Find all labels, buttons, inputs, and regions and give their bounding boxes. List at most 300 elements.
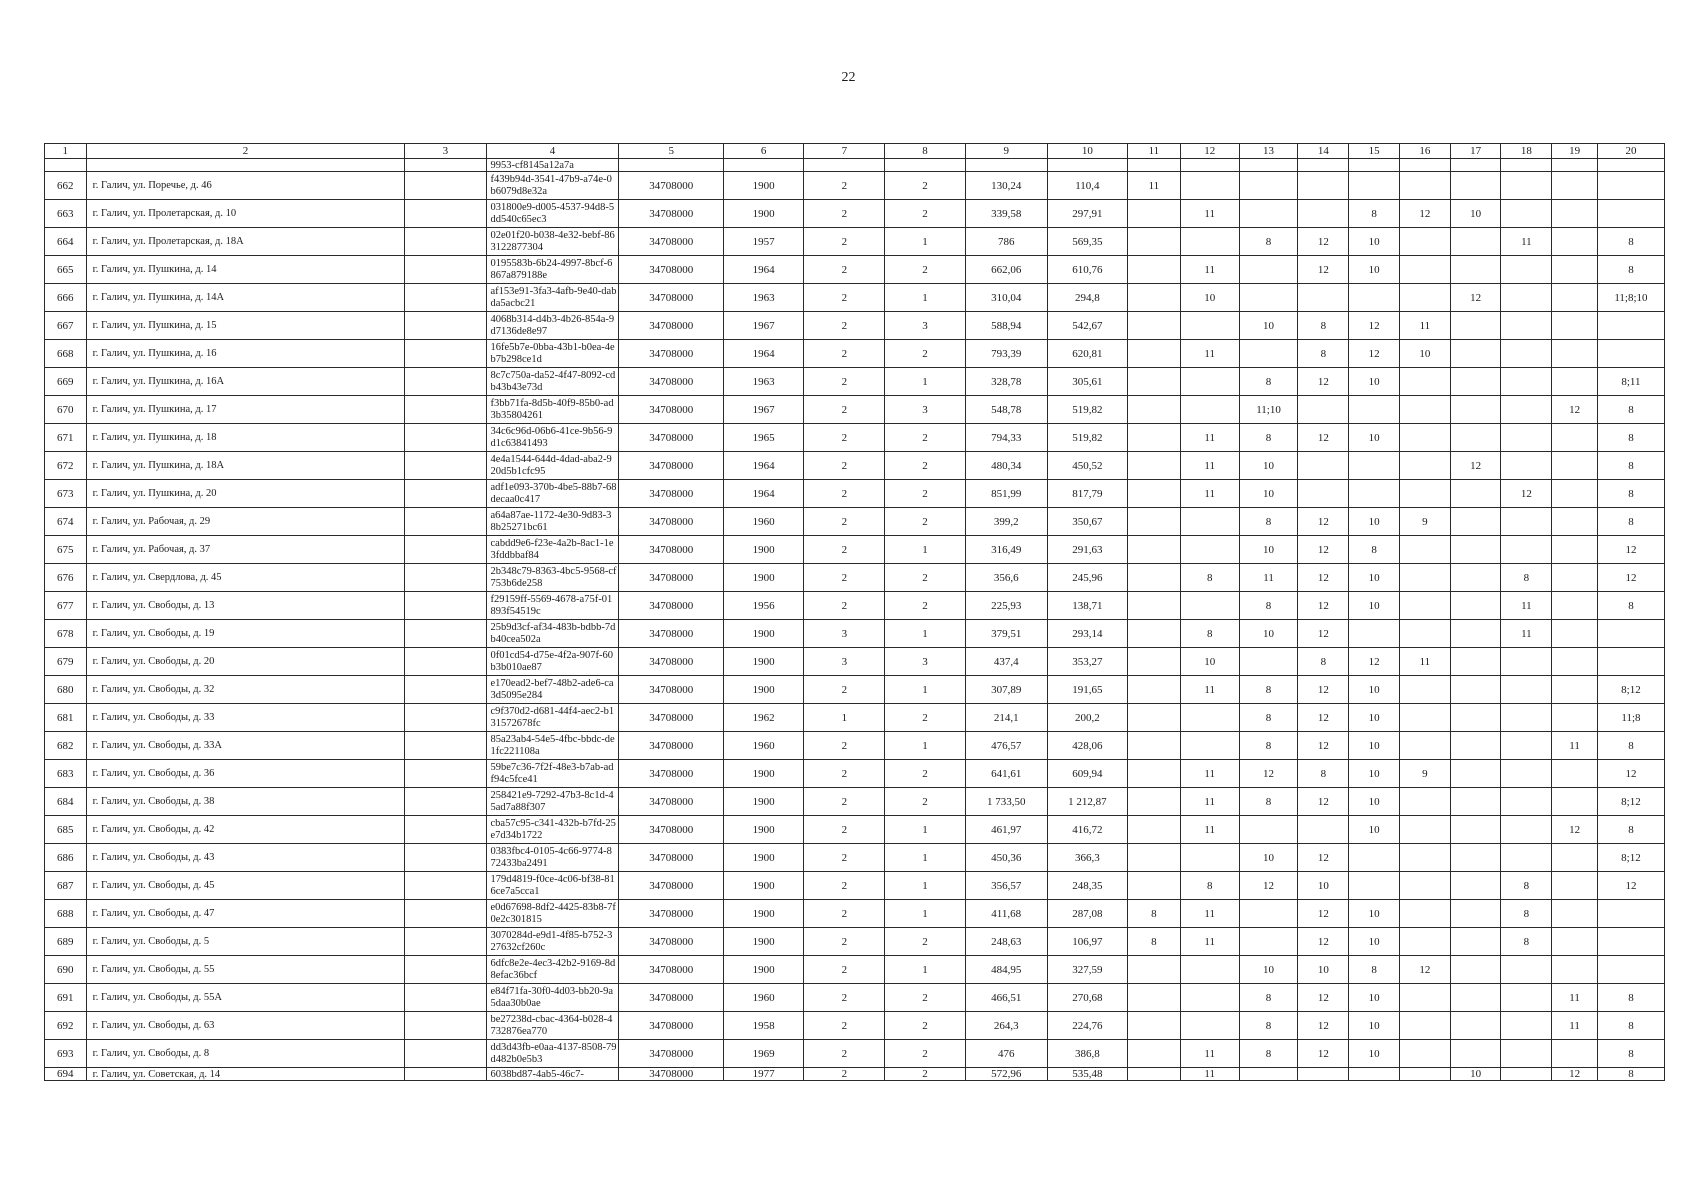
oktmo-cell: 34708000 — [619, 872, 724, 900]
col14-cell — [1298, 816, 1349, 844]
entrances-cell: 2 — [885, 452, 965, 480]
col19-cell: 12 — [1552, 396, 1598, 424]
row-number-cell: 665 — [45, 256, 87, 284]
col14-cell: 12 — [1298, 620, 1349, 648]
year-cell: 1964 — [724, 340, 804, 368]
entrances-cell: 1 — [885, 620, 965, 648]
living-area-cell: 138,71 — [1047, 592, 1127, 620]
oktmo-cell: 34708000 — [619, 760, 724, 788]
col14-cell — [1298, 396, 1349, 424]
col11-cell — [1127, 424, 1180, 452]
col15-cell: 10 — [1349, 676, 1400, 704]
address-cell: г. Галич, ул. Свободы, д. 42 — [86, 816, 405, 844]
col16-cell — [1399, 1012, 1450, 1040]
col16-cell — [1399, 536, 1450, 564]
entrances-cell: 2 — [885, 200, 965, 228]
total-area-cell: 248,63 — [965, 928, 1047, 956]
col12-cell — [1180, 732, 1239, 760]
col16-cell: 11 — [1399, 648, 1450, 676]
col16-cell — [1399, 228, 1450, 256]
year-cell: 1957 — [724, 228, 804, 256]
col16-cell — [1399, 480, 1450, 508]
entrances-cell: 2 — [885, 480, 965, 508]
total-area-cell: 484,95 — [965, 956, 1047, 984]
col17-cell — [1450, 592, 1501, 620]
col11-cell — [1127, 284, 1180, 312]
col15-cell: 10 — [1349, 592, 1400, 620]
col11-cell — [1127, 760, 1180, 788]
guid-cell: cba57c95-c341-432b-b7fd-25e7d34b1722 — [486, 816, 619, 844]
col20-cell: 11;8;10 — [1597, 284, 1664, 312]
floors-cell: 2 — [804, 788, 885, 816]
col20-cell: 8 — [1597, 452, 1664, 480]
col18-cell — [1501, 200, 1552, 228]
living-area-cell: 817,79 — [1047, 480, 1127, 508]
col12-cell: 11 — [1180, 452, 1239, 480]
col20-cell: 12 — [1597, 872, 1664, 900]
row-number-cell: 663 — [45, 200, 87, 228]
entrances-cell: 1 — [885, 900, 965, 928]
col12-cell: 8 — [1180, 564, 1239, 592]
col12-cell: 11 — [1180, 424, 1239, 452]
year-cell: 1900 — [724, 956, 804, 984]
total-area-cell: 476 — [965, 1040, 1047, 1068]
address-cell: г. Галич, ул. Пушкина, д. 18 — [86, 424, 405, 452]
col19-cell: 11 — [1552, 1012, 1598, 1040]
row-number-cell: 683 — [45, 760, 87, 788]
col18-cell: 8 — [1501, 872, 1552, 900]
col19-cell: 12 — [1552, 816, 1598, 844]
empty-cell — [405, 159, 486, 172]
column-header-11: 11 — [1127, 144, 1180, 159]
floors-cell: 2 — [804, 1040, 885, 1068]
row-number-cell: 692 — [45, 1012, 87, 1040]
col3-cell — [405, 228, 486, 256]
row-number-cell: 680 — [45, 676, 87, 704]
empty-cell — [1597, 159, 1664, 172]
address-cell: г. Галич, ул. Свободы, д. 63 — [86, 1012, 405, 1040]
row-number-cell: 678 — [45, 620, 87, 648]
entrances-cell: 1 — [885, 284, 965, 312]
col15-cell: 12 — [1349, 340, 1400, 368]
col20-cell — [1597, 928, 1664, 956]
col17-cell — [1450, 1040, 1501, 1068]
col3-cell — [405, 956, 486, 984]
oktmo-cell: 34708000 — [619, 984, 724, 1012]
oktmo-cell: 34708000 — [619, 480, 724, 508]
total-area-cell: 328,78 — [965, 368, 1047, 396]
col16-cell — [1399, 564, 1450, 592]
col12-cell: 11 — [1180, 900, 1239, 928]
guid-cell: e170ead2-bef7-48b2-ade6-ca3d5095e284 — [486, 676, 619, 704]
entrances-cell: 2 — [885, 1012, 965, 1040]
col18-cell — [1501, 704, 1552, 732]
col18-cell — [1501, 1040, 1552, 1068]
col18-cell — [1501, 536, 1552, 564]
col11-cell — [1127, 816, 1180, 844]
row-number-cell: 681 — [45, 704, 87, 732]
address-cell: г. Галич, ул. Свободы, д. 36 — [86, 760, 405, 788]
row-number-cell: 686 — [45, 844, 87, 872]
entrances-cell: 2 — [885, 564, 965, 592]
col3-cell — [405, 1040, 486, 1068]
col14-cell: 12 — [1298, 424, 1349, 452]
col17-cell — [1450, 564, 1501, 592]
col17-cell — [1450, 732, 1501, 760]
living-area-cell: 350,67 — [1047, 508, 1127, 536]
col14-cell — [1298, 200, 1349, 228]
address-cell: г. Галич, ул. Свободы, д. 8 — [86, 1040, 405, 1068]
table-row — [45, 1068, 1665, 1081]
col16-cell — [1399, 676, 1450, 704]
oktmo-cell: 34708000 — [619, 312, 724, 340]
col19-cell — [1552, 340, 1598, 368]
floors-cell: 2 — [804, 200, 885, 228]
col13-cell: 10 — [1239, 844, 1298, 872]
table-row — [45, 816, 1665, 844]
table-row — [45, 424, 1665, 452]
table-row — [45, 172, 1665, 200]
year-cell: 1900 — [724, 620, 804, 648]
oktmo-cell: 34708000 — [619, 172, 724, 200]
col3-cell — [405, 1012, 486, 1040]
guid-cell: f3bb71fa-8d5b-40f9-85b0-ad3b35804261 — [486, 396, 619, 424]
col18-cell: 8 — [1501, 900, 1552, 928]
col14-cell: 8 — [1298, 760, 1349, 788]
table-header — [45, 144, 1665, 159]
col20-cell: 8;12 — [1597, 788, 1664, 816]
col14-cell: 12 — [1298, 928, 1349, 956]
col14-cell: 12 — [1298, 676, 1349, 704]
col17-cell — [1450, 396, 1501, 424]
col17-cell — [1450, 424, 1501, 452]
empty-cell — [1399, 159, 1450, 172]
col13-cell: 8 — [1239, 984, 1298, 1012]
year-cell: 1900 — [724, 788, 804, 816]
col16-cell — [1399, 900, 1450, 928]
total-area-cell: 461,97 — [965, 816, 1047, 844]
col19-cell — [1552, 256, 1598, 284]
total-area-cell: 450,36 — [965, 844, 1047, 872]
col20-cell: 8;12 — [1597, 844, 1664, 872]
year-cell: 1960 — [724, 732, 804, 760]
row-number-cell: 682 — [45, 732, 87, 760]
col11-cell — [1127, 536, 1180, 564]
total-area-cell: 379,51 — [965, 620, 1047, 648]
guid-cell: 34c6c96d-06b6-41ce-9b56-9d1c63841493 — [486, 424, 619, 452]
col19-cell — [1552, 704, 1598, 732]
col15-cell: 12 — [1349, 648, 1400, 676]
floors-cell: 2 — [804, 1068, 885, 1081]
col13-cell: 12 — [1239, 760, 1298, 788]
col14-cell — [1298, 452, 1349, 480]
col14-cell: 12 — [1298, 564, 1349, 592]
living-area-cell: 293,14 — [1047, 620, 1127, 648]
col15-cell: 10 — [1349, 760, 1400, 788]
col18-cell — [1501, 396, 1552, 424]
guid-cell: 4e4a1544-644d-4dad-aba2-920d5b1cfc95 — [486, 452, 619, 480]
col15-cell: 10 — [1349, 564, 1400, 592]
oktmo-cell: 34708000 — [619, 676, 724, 704]
oktmo-cell: 34708000 — [619, 256, 724, 284]
col15-cell — [1349, 844, 1400, 872]
entrances-cell: 2 — [885, 760, 965, 788]
floors-cell: 2 — [804, 424, 885, 452]
address-cell: г. Галич, ул. Свободы, д. 33А — [86, 732, 405, 760]
col11-cell — [1127, 508, 1180, 536]
row-number-cell: 670 — [45, 396, 87, 424]
col20-cell: 11;8 — [1597, 704, 1664, 732]
entrances-cell: 2 — [885, 928, 965, 956]
col11-cell — [1127, 788, 1180, 816]
col11-cell — [1127, 592, 1180, 620]
col20-cell: 8 — [1597, 396, 1664, 424]
col16-cell: 12 — [1399, 200, 1450, 228]
col14-cell: 12 — [1298, 844, 1349, 872]
col3-cell — [405, 564, 486, 592]
col18-cell: 8 — [1501, 564, 1552, 592]
entrances-cell: 2 — [885, 172, 965, 200]
empty-cell — [804, 159, 885, 172]
col20-cell: 8 — [1597, 256, 1664, 284]
col18-cell: 12 — [1501, 480, 1552, 508]
col18-cell: 8 — [1501, 928, 1552, 956]
year-cell: 1900 — [724, 172, 804, 200]
col15-cell: 8 — [1349, 956, 1400, 984]
floors-cell: 1 — [804, 704, 885, 732]
col19-cell — [1552, 200, 1598, 228]
col17-cell: 10 — [1450, 200, 1501, 228]
col19-cell — [1552, 480, 1598, 508]
col20-cell: 12 — [1597, 536, 1664, 564]
table-row — [45, 312, 1665, 340]
col12-cell: 11 — [1180, 480, 1239, 508]
col19-cell — [1552, 424, 1598, 452]
living-area-cell: 569,35 — [1047, 228, 1127, 256]
row-number-cell: 694 — [45, 1068, 87, 1081]
col16-cell — [1399, 368, 1450, 396]
address-cell: г. Галич, ул. Свободы, д. 13 — [86, 592, 405, 620]
housing-register-table — [44, 143, 1665, 1081]
living-area-cell: 305,61 — [1047, 368, 1127, 396]
floors-cell: 2 — [804, 900, 885, 928]
entrances-cell: 1 — [885, 676, 965, 704]
empty-cell — [1450, 159, 1501, 172]
column-header-1: 1 — [45, 144, 87, 159]
col12-cell: 11 — [1180, 340, 1239, 368]
col13-cell — [1239, 900, 1298, 928]
empty-cell — [1180, 159, 1239, 172]
oktmo-cell: 34708000 — [619, 536, 724, 564]
col12-cell — [1180, 508, 1239, 536]
guid-cell: dd3d43fb-e0aa-4137-8508-79d482b0e5b3 — [486, 1040, 619, 1068]
col16-cell — [1399, 620, 1450, 648]
table-row — [45, 508, 1665, 536]
row-number-cell: 669 — [45, 368, 87, 396]
living-area-cell: 110,4 — [1047, 172, 1127, 200]
col3-cell — [405, 788, 486, 816]
table-row — [45, 676, 1665, 704]
floors-cell: 2 — [804, 844, 885, 872]
empty-cell — [724, 159, 804, 172]
col20-cell: 8 — [1597, 508, 1664, 536]
col12-cell: 8 — [1180, 620, 1239, 648]
address-cell: г. Галич, ул. Свободы, д. 45 — [86, 872, 405, 900]
address-cell: г. Галич, ул. Свободы, д. 5 — [86, 928, 405, 956]
col11-cell: 8 — [1127, 928, 1180, 956]
col12-cell — [1180, 984, 1239, 1012]
col3-cell — [405, 340, 486, 368]
living-area-cell: 1 212,87 — [1047, 788, 1127, 816]
row-number-cell: 671 — [45, 424, 87, 452]
column-header-13: 13 — [1239, 144, 1298, 159]
col17-cell — [1450, 676, 1501, 704]
col13-cell: 8 — [1239, 508, 1298, 536]
year-cell: 1900 — [724, 928, 804, 956]
table-row — [45, 228, 1665, 256]
floors-cell: 2 — [804, 340, 885, 368]
living-area-cell: 270,68 — [1047, 984, 1127, 1012]
oktmo-cell: 34708000 — [619, 928, 724, 956]
floors-cell: 2 — [804, 172, 885, 200]
col20-cell: 8 — [1597, 480, 1664, 508]
col13-cell: 10 — [1239, 480, 1298, 508]
row-number-cell: 662 — [45, 172, 87, 200]
col14-cell: 12 — [1298, 592, 1349, 620]
col3-cell — [405, 620, 486, 648]
entrances-cell: 3 — [885, 648, 965, 676]
entrances-cell: 1 — [885, 368, 965, 396]
entrances-cell: 2 — [885, 704, 965, 732]
col3-cell — [405, 732, 486, 760]
table-row — [45, 648, 1665, 676]
col13-cell: 8 — [1239, 592, 1298, 620]
guid-cell: 0195583b-6b24-4997-8bcf-6867a879188e — [486, 256, 619, 284]
entrances-cell: 2 — [885, 1068, 965, 1081]
living-area-cell: 353,27 — [1047, 648, 1127, 676]
address-cell: г. Галич, ул. Свободы, д. 38 — [86, 788, 405, 816]
col3-cell — [405, 648, 486, 676]
col13-cell: 10 — [1239, 620, 1298, 648]
total-area-cell: 339,58 — [965, 200, 1047, 228]
guid-cell: 25b9d3cf-af34-483b-bdbb-7db40cea502a — [486, 620, 619, 648]
total-area-cell: 130,24 — [965, 172, 1047, 200]
floors-cell: 2 — [804, 928, 885, 956]
col18-cell — [1501, 1012, 1552, 1040]
col19-cell — [1552, 172, 1598, 200]
col12-cell: 10 — [1180, 648, 1239, 676]
address-cell: г. Галич, ул. Поречье, д. 46 — [86, 172, 405, 200]
guid-cell: 0f01cd54-d75e-4f2a-907f-60b3b010ae87 — [486, 648, 619, 676]
col15-cell — [1349, 172, 1400, 200]
col14-cell: 12 — [1298, 1012, 1349, 1040]
living-area-cell: 294,8 — [1047, 284, 1127, 312]
col12-cell: 8 — [1180, 872, 1239, 900]
col17-cell — [1450, 256, 1501, 284]
col16-cell: 9 — [1399, 508, 1450, 536]
living-area-cell: 519,82 — [1047, 396, 1127, 424]
col16-cell — [1399, 984, 1450, 1012]
col18-cell — [1501, 256, 1552, 284]
col15-cell: 10 — [1349, 816, 1400, 844]
address-cell: г. Галич, ул. Пушкина, д. 16 — [86, 340, 405, 368]
table-row — [45, 1012, 1665, 1040]
col19-cell: 12 — [1552, 1068, 1598, 1081]
table-row — [45, 284, 1665, 312]
total-area-cell: 1 733,50 — [965, 788, 1047, 816]
oktmo-cell: 34708000 — [619, 620, 724, 648]
col3-cell — [405, 676, 486, 704]
col13-cell — [1239, 340, 1298, 368]
col20-cell — [1597, 900, 1664, 928]
col19-cell — [1552, 1040, 1598, 1068]
row-number-cell: 664 — [45, 228, 87, 256]
col18-cell — [1501, 984, 1552, 1012]
col14-cell: 8 — [1298, 312, 1349, 340]
col17-cell: 12 — [1450, 284, 1501, 312]
col12-cell: 11 — [1180, 1068, 1239, 1081]
guid-cell: cabdd9e6-f23e-4a2b-8ac1-1e3fddbbaf84 — [486, 536, 619, 564]
col20-cell — [1597, 648, 1664, 676]
col19-cell: 11 — [1552, 732, 1598, 760]
year-cell: 1963 — [724, 368, 804, 396]
entrances-cell: 1 — [885, 872, 965, 900]
col16-cell — [1399, 396, 1450, 424]
table-row — [45, 1040, 1665, 1068]
col12-cell — [1180, 704, 1239, 732]
living-area-cell: 620,81 — [1047, 340, 1127, 368]
table-body — [45, 159, 1665, 1081]
year-cell: 1900 — [724, 844, 804, 872]
floors-cell: 2 — [804, 396, 885, 424]
row-number-cell: 690 — [45, 956, 87, 984]
col17-cell — [1450, 620, 1501, 648]
col14-cell: 12 — [1298, 704, 1349, 732]
table-row — [45, 536, 1665, 564]
col19-cell — [1552, 452, 1598, 480]
row-number-cell: 667 — [45, 312, 87, 340]
col11-cell — [1127, 312, 1180, 340]
column-header-6: 6 — [724, 144, 804, 159]
col19-cell — [1552, 900, 1598, 928]
col16-cell — [1399, 788, 1450, 816]
col20-cell: 8 — [1597, 592, 1664, 620]
col3-cell — [405, 592, 486, 620]
col19-cell — [1552, 592, 1598, 620]
col11-cell — [1127, 480, 1180, 508]
table-row — [45, 732, 1665, 760]
guid-cell: f439b94d-3541-47b9-a74e-0b6079d8e32a — [486, 172, 619, 200]
col14-cell — [1298, 284, 1349, 312]
year-cell: 1900 — [724, 760, 804, 788]
col12-cell — [1180, 172, 1239, 200]
col11-cell — [1127, 228, 1180, 256]
col13-cell: 8 — [1239, 732, 1298, 760]
year-cell: 1965 — [724, 424, 804, 452]
col20-cell — [1597, 956, 1664, 984]
col13-cell: 8 — [1239, 228, 1298, 256]
address-cell: г. Галич, ул. Свободы, д. 20 — [86, 648, 405, 676]
year-cell: 1900 — [724, 900, 804, 928]
col14-cell — [1298, 172, 1349, 200]
oktmo-cell: 34708000 — [619, 900, 724, 928]
col18-cell — [1501, 788, 1552, 816]
total-area-cell: 466,51 — [965, 984, 1047, 1012]
entrances-cell: 3 — [885, 312, 965, 340]
col16-cell — [1399, 1040, 1450, 1068]
living-area-cell: 366,3 — [1047, 844, 1127, 872]
address-cell: г. Галич, ул. Пролетарская, д. 10 — [86, 200, 405, 228]
